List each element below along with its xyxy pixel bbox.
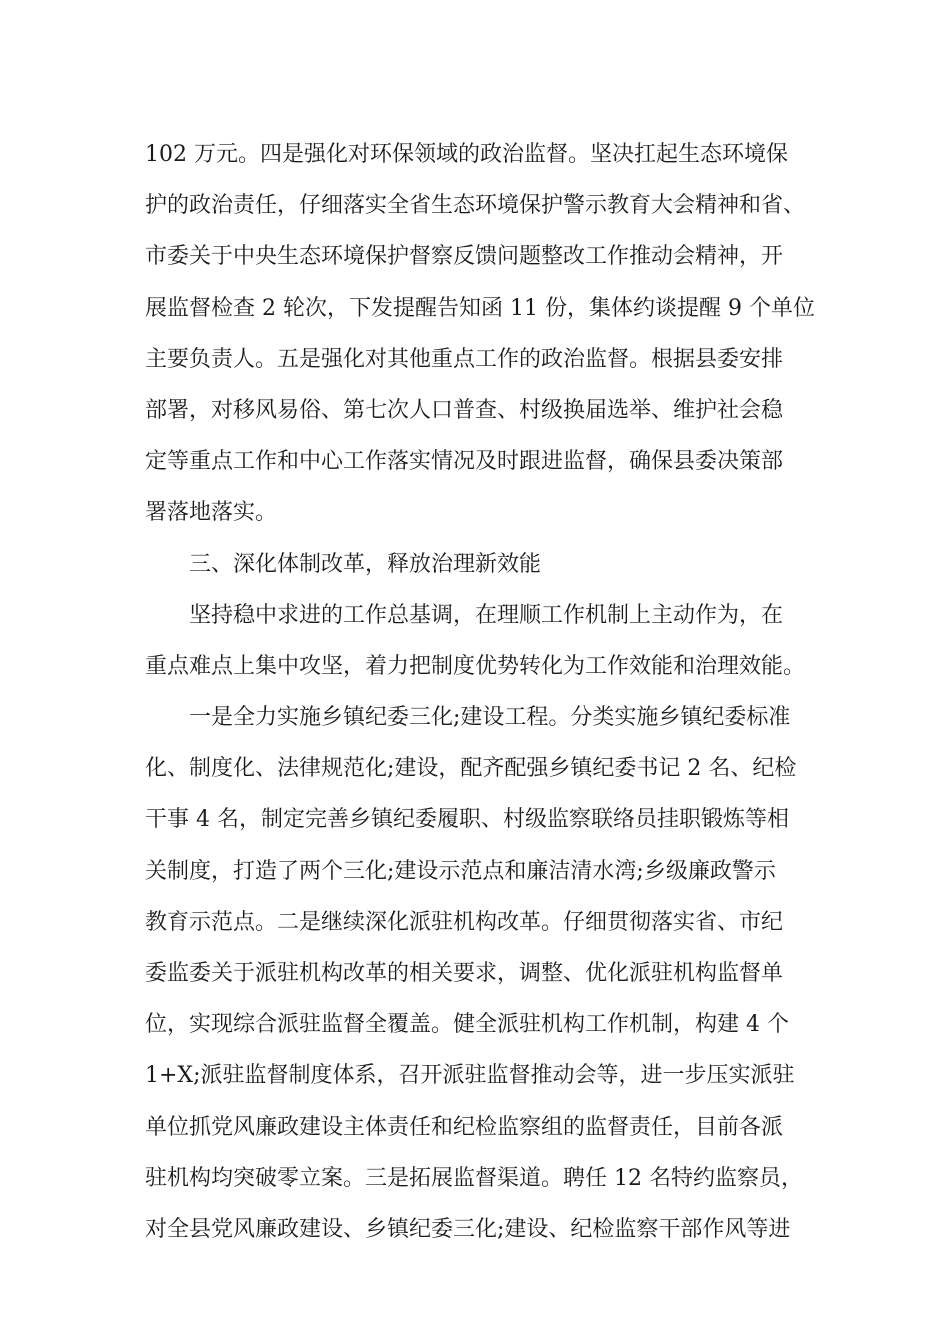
- text-line: 定等重点工作和中心工作落实情况及时跟进监督，确保县委决策部: [145, 449, 784, 475]
- text-line: 单位抓党风廉政建设主体责任和纪检监察组的监督责任，目前各派: [145, 1114, 784, 1140]
- text-line: 市委关于中央生态环境保护督察反馈问题整改工作推动会精神，开: [145, 244, 784, 270]
- text-line: 委监委关于派驻机构改革的相关要求，调整、优化派驻机构监督单: [145, 961, 784, 986]
- text-line: 化、制度化、法律规范化;建设，配齐配强乡镇纪委书记 2 名、纪检: [145, 756, 797, 782]
- document-body: [145, 129, 815, 1255]
- text-line: 1+X;派驻监督制度体系，召开派驻监督推动会等，进一步压实派驻: [145, 1063, 795, 1089]
- text-line: 三、深化体制改革，释放治理新效能: [189, 551, 542, 577]
- text-line: 展监督检查 2 轮次，下发提醒告知函 11 份，集体约谈提醒 9 个单位: [145, 295, 815, 321]
- text-line: 位，实现综合派驻监督全覆盖。健全派驻机构工作机制，构建 4 个: [145, 1012, 789, 1038]
- text-line: 主要负责人。五是强化对其他重点工作的政治监督。根据县委安排: [145, 346, 784, 372]
- text-line: 署落地落实。: [145, 500, 278, 526]
- text-line: 重点难点上集中攻坚，着力把制度优势转化为工作效能和治理效能。: [145, 653, 806, 679]
- text-line: 坚持稳中求进的工作总基调，在理顺工作机制上主动作为，在: [189, 602, 784, 628]
- text-line: 教育示范点。二是继续深化派驻机构改革。仔细贯彻落实省、市纪: [145, 909, 784, 935]
- text-line: 护的政治责任，仔细落实全省生态环境保护警示教育大会精神和省、: [145, 193, 806, 219]
- text-line: 部署，对移风易俗、第七次人口普查、村级换届选举、维护社会稳: [145, 397, 784, 423]
- text-line: 关制度，打造了两个三化;建设示范点和廉洁清水湾;乡级廉政警示: [145, 858, 776, 884]
- text-line: 102 万元。四是强化对环保领域的政治监督。坚决扛起生态环境保: [145, 142, 788, 167]
- text-line: 干事 4 名，制定完善乡镇纪委履职、村级监察联络员挂职锻炼等相: [145, 807, 789, 833]
- text-line: 一是全力实施乡镇纪委三化;建设工程。分类实施乡镇纪委标准: [189, 705, 791, 731]
- text-line: 驻机构均突破零立案。三是拓展监督渠道。聘任 12 名特约监察员，: [145, 1165, 803, 1191]
- text-line: 对全县党风廉政建设、乡镇纪委三化;建设、纪检监察干部作风等进: [145, 1216, 791, 1242]
